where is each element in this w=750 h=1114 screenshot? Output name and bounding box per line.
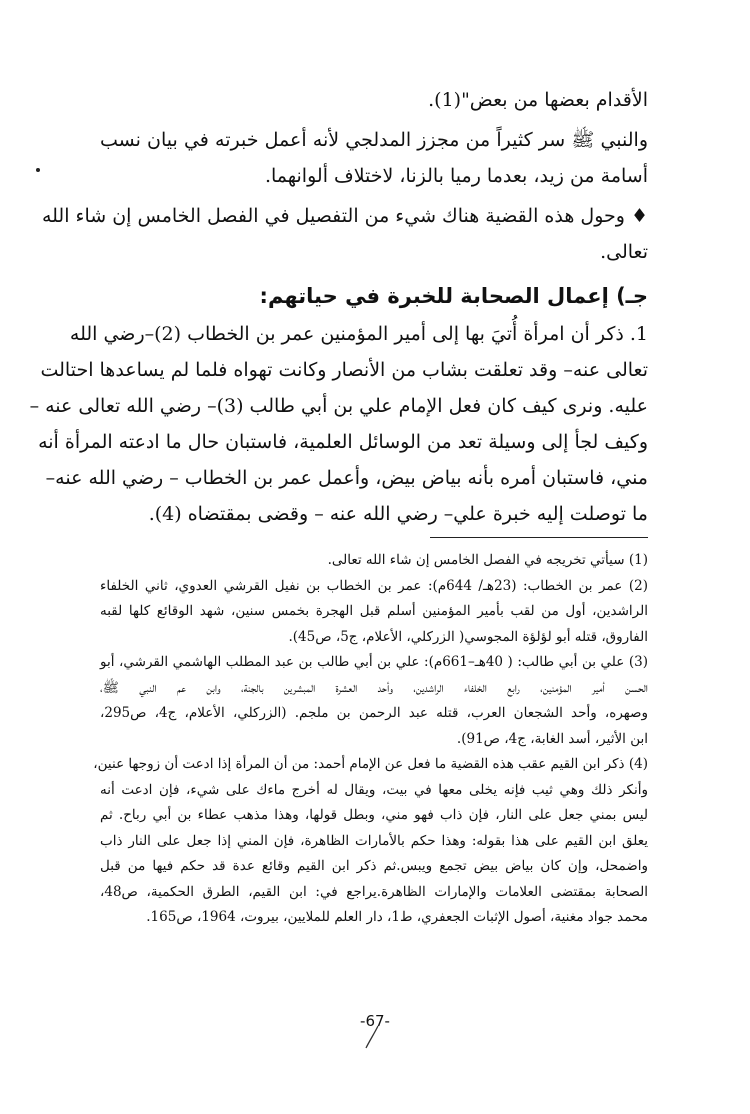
paragraph-line: 1. ذكر أن امرأة أُتيَ بها إلى أمير المؤمنين عمر بن الخطاب (2)–رضي الله bbox=[69, 323, 648, 345]
footnote-line: (3) علي بن أبي طالب: ( 40هـ–661م): علي بن أبي طالب بن عبد المطلب الهاشمي القرشي، أبو bbox=[100, 654, 648, 670]
text-line: ♦ وحول هذه القضية هناك شيء من التفصيل في الفصل الخامس إن شاء الله bbox=[41, 205, 648, 227]
footnote-line: محمد جواد مغنية، أصول الإثبات الجعفري، ط1، دار العلم للملايين، بيروت، 1964، ص165. bbox=[146, 909, 648, 925]
footnote-line: ليس بمني جعل على النار، فإن ذاب فهو مني، وبطل قولها، وهذا مذهب عطاء بن أبي رباح. ثم bbox=[100, 807, 648, 823]
footnote-line: الراشدين، أول من لقب بأمير المؤمنين أسلم قبل الهجرة بخمس سنين، شهد الوقائع كلها لقبه bbox=[100, 603, 648, 619]
paragraph-line: عليه. ونرى كيف كان فعل الإمام علي بن أبي طالب (3)– رضي الله تعالى عنه – bbox=[29, 395, 648, 417]
page-number: -67- bbox=[360, 1012, 390, 1030]
footnote-line: واضمحل، وإن كان بياض بيض تجمع ويبس.ثم ذكر ابن القيم وقائع عدة قد حكم فيها من قبل bbox=[100, 858, 648, 874]
text-line: أسامة من زيد، بعدما رميا بالزنا، لاختلاف ألوانهما. bbox=[264, 165, 648, 187]
footnote-line: وأنكر ذلك وهي ثيب فإنه يخلى معها في بيت، ويقال له أخرج ماءك على شيء، فإن ادعت أنه bbox=[100, 781, 648, 798]
text-line: والنبي ﷺ سر كثيراً من مجزز المدلجي لأنه أعمل خبرته في بيان نسب bbox=[100, 129, 648, 151]
footnote-separator bbox=[430, 537, 648, 538]
footnote-line: الصحابة بمقتضى العلامات والإمارات الظاهرة.يراجع في: ابن القيم، الطرق الحكمية، ص48، bbox=[100, 883, 648, 900]
main-text bbox=[29, 82, 648, 532]
paragraph-line: ما توصلت إليه خبرة علي– رضي الله عنه – وقضى بمقتضاه (4). bbox=[148, 503, 648, 525]
footnote-line: (2) عمر بن الخطاب: (23هـ/ 644م): عمر بن الخطاب بن نفيل القرشي العدوي، ثاني الخلفاء bbox=[100, 577, 648, 594]
footnote-line: الحسن أمير المؤمنين، رابع الخلفاء الراشدين، وأحد العشرة المبشرين بالجنة، وابن عم النبي ﷺ، bbox=[100, 679, 648, 696]
paragraph-line: وكيف لجأ إلى وسيلة تعد من الوسائل العلمية، فاستبان حال ما ادعته المرأة أنه bbox=[38, 431, 648, 453]
paragraph-line: مني، فاستبان أمره بأنه بياض بيض، وأعمل عمر بن الخطاب – رضي الله عنه– bbox=[45, 467, 648, 489]
pen-stroke-mark bbox=[362, 1024, 382, 1050]
footnotes bbox=[93, 548, 648, 931]
footnote-line: الفاروق، قتله أبو لؤلؤة المجوسي( الزركلي، الأعلام، ج5، ص45). bbox=[288, 628, 648, 645]
footnote-line: (4) ذكر ابن القيم عقب هذه القضية ما فعل عن الإمام أحمد: من أن المرأة إذا ادعت أن زوجها عنين، bbox=[93, 756, 648, 772]
footnote-line: وصهره، وأحد الشجعان العرب، قتله عبد الرحمن بن ملجم. (الزركلي، الأعلام، ج4، ص295، bbox=[100, 705, 648, 721]
margin-dot bbox=[36, 168, 40, 172]
text-line: تعالى. bbox=[600, 241, 648, 263]
section-heading: جـ) إعمال الصحابة للخبرة في حياتهم: bbox=[259, 284, 648, 308]
footnote-line: (1) سيأتي تخريجه في الفصل الخامس إن شاء الله تعالى. bbox=[327, 552, 648, 568]
paragraph-line: تعالى عنه– وقد تعلقت بشاب من الأنصار وكانت تهواه فلما لم يساعدها احتالت bbox=[40, 359, 648, 381]
footnote-line: ابن الأثير، أسد الغابة، ج4، ص91). bbox=[456, 730, 648, 747]
footnote-line: يعلق ابن القيم على هذا بقوله: وهذا حكم بالأمارات الظاهرة، فإن المني إذا جعل على النار ذاب bbox=[100, 832, 648, 849]
text-line: الأقدام بعضها من بعض"(1). bbox=[428, 89, 648, 111]
